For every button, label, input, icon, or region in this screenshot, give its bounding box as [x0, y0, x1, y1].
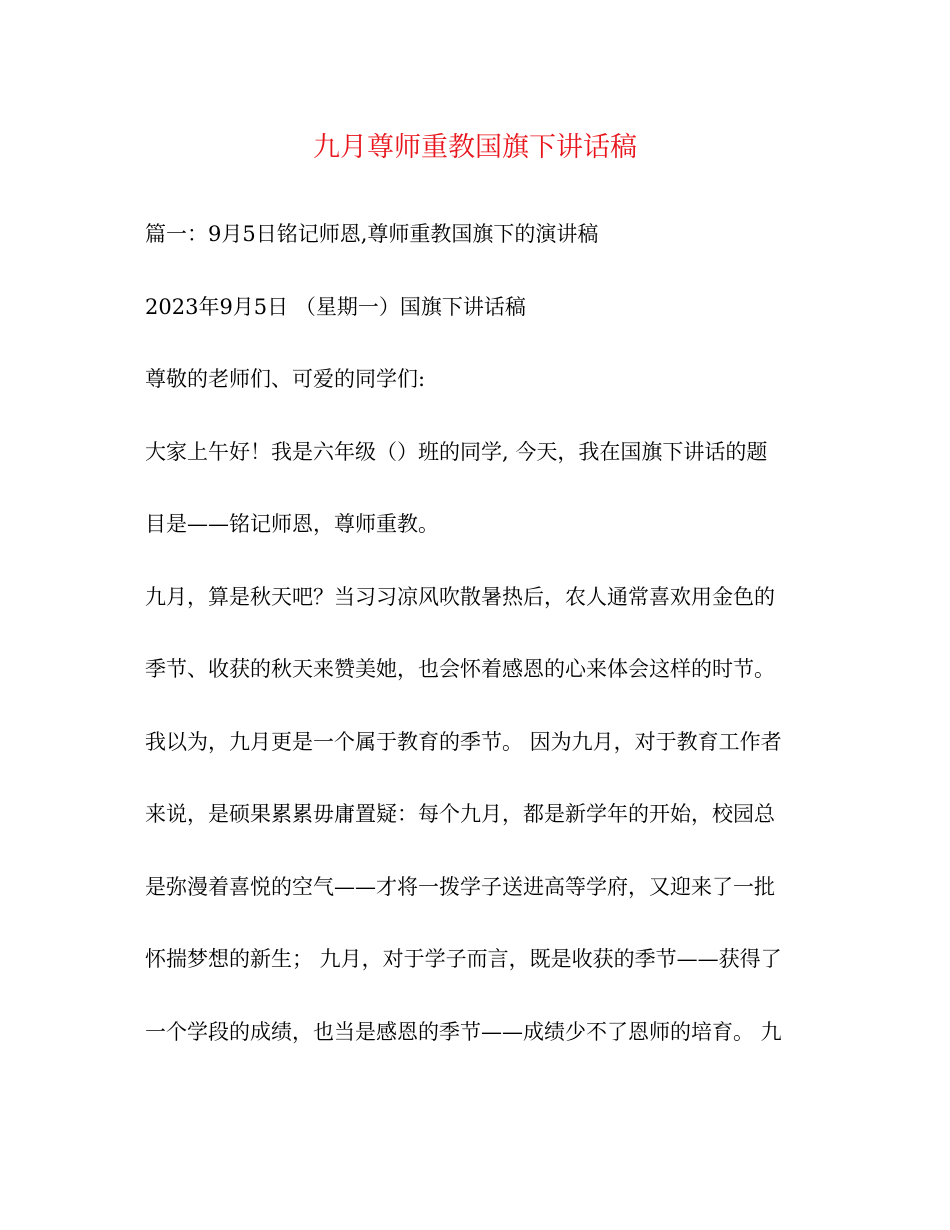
text-line: 怀揣梦想的新生； 九月，对于学子而言，既是收获的季节——获得了 — [145, 947, 782, 971]
text-line: 一个学段的成绩，也当是感恩的季节——成绩少不了恩师的培育。 九 — [145, 1020, 782, 1044]
text-line: 篇一：9月5日铭记师恩,尊师重教国旗下的演讲稿 — [145, 222, 599, 246]
text-line: 目是——铭记师恩，尊师重教。 — [145, 512, 439, 536]
text-line: 尊敬的老师们、可爱的同学们: — [145, 367, 426, 391]
text-line: 大家上午好！我是六年级（）班的同学, 今天，我在国旗下讲话的题 — [145, 440, 768, 464]
document-title: 九月尊师重教国旗下讲话稿 — [313, 132, 637, 163]
text-line: 九月，算是秋天吧？当习习凉风吹散暑热后，农人通常喜欢用金色的 — [145, 585, 775, 609]
text-line: 季节、收获的秋天来赞美她，也会怀着感恩的心来体会这样的时节。 — [145, 657, 775, 681]
text-line: 来说，是硕果累累毋庸置疑：每个九月，都是新学年的开始，校园总 — [145, 802, 775, 826]
text-line: 是弥漫着喜悦的空气——才将一拨学子送进高等学府，又迎来了一批 — [145, 875, 775, 899]
text-line: 我以为，九月更是一个属于教育的季节。 因为九月，对于教育工作者 — [145, 730, 782, 754]
text-line: 2023年9月5日 （星期一）国旗下讲话稿 — [145, 295, 526, 319]
